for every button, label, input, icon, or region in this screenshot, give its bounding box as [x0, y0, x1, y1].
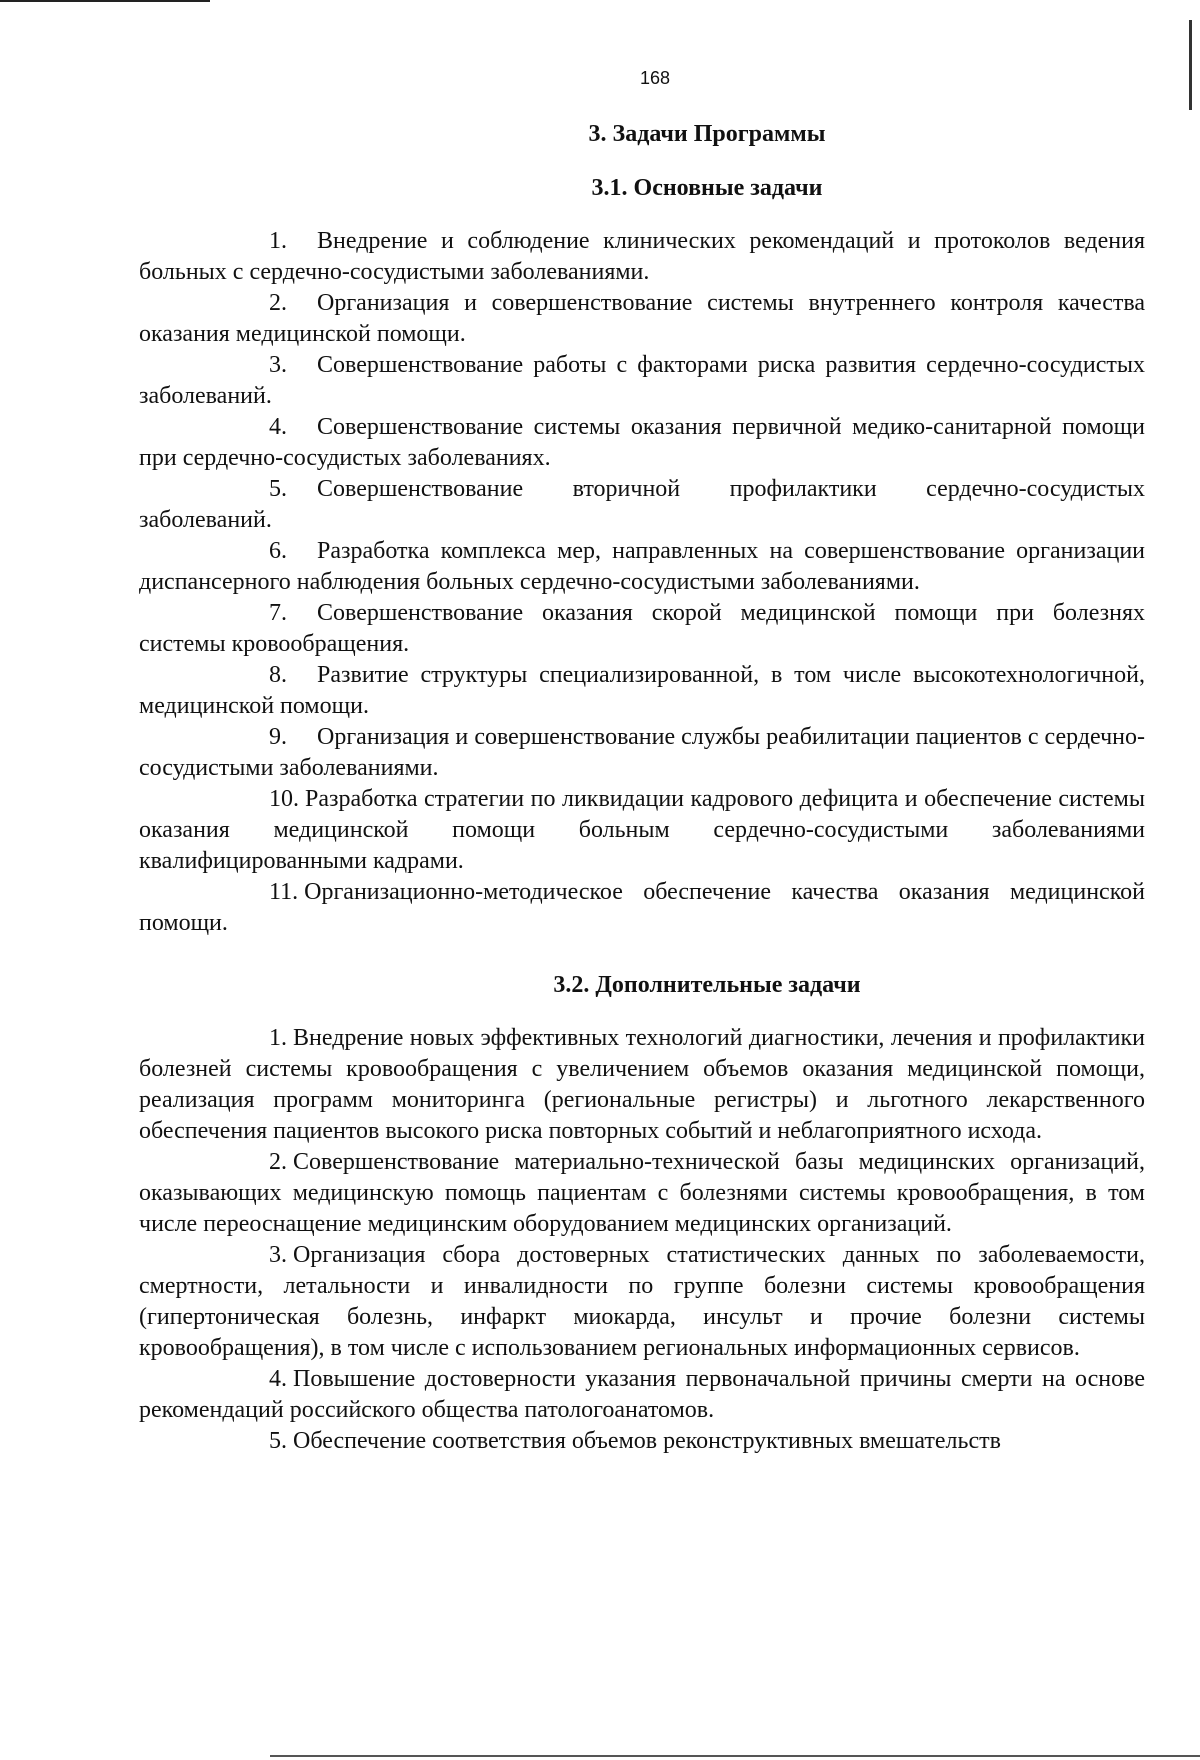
item-number: 10.	[269, 786, 299, 812]
item-text: Совершенствование системы оказания первичной медико-санитарной помощи при сердечно-сосудистых заболеваниях.	[139, 414, 1145, 471]
item-number: 6.	[269, 538, 287, 564]
list-item	[139, 722, 1145, 784]
item-text: Организация сбора достоверных статистических данных по заболеваемости, смертности, летальности и инвалидности по группе болезни системы кровообращения (гипертоническая болезнь, инфаркт миокарда, инсульт и прочие болезни системы кровообращения), в том числе с использованием региональных информационных сервисов.	[139, 1242, 1145, 1361]
item-text: Совершенствование оказания скорой медицинской помощи при болезнях системы кровообращения.	[139, 600, 1145, 657]
top-scan-rule	[0, 0, 210, 2]
list-item	[139, 598, 1145, 660]
item-text: Совершенствование материально-технической базы медицинских организаций, оказывающих медицинскую помощь пациентам с болезнями системы кровообращения, в том числе переоснащение медицинским оборудованием медицинских организаций.	[139, 1149, 1145, 1237]
item-number: 7.	[269, 600, 287, 626]
bottom-scan-rule	[270, 1755, 1200, 1757]
list-item	[139, 536, 1145, 598]
item-text: Развитие структуры специализированной, в том числе высокотехнологичной, медицинской помощи.	[139, 662, 1145, 719]
item-text: Организация и совершенствование службы реабилитации пациентов с сердечно-сосудистыми заболеваниями.	[139, 724, 1145, 781]
document-body	[139, 118, 1145, 1457]
additional-tasks-list	[139, 1023, 1145, 1457]
item-text: Совершенствование работы с факторами риска развития сердечно-сосудистых заболеваний.	[139, 352, 1145, 409]
section-title: 3. Задачи Программы	[588, 121, 826, 147]
list-item	[139, 1426, 1145, 1457]
list-item	[139, 1364, 1145, 1426]
list-item	[139, 784, 1145, 877]
additional-tasks-title: 3.2. Дополнительные задачи	[553, 972, 861, 998]
list-item	[139, 1147, 1145, 1240]
item-number: 5.	[269, 476, 287, 502]
item-text: Разработка комплекса мер, направленных на совершенствование организации диспансерного наблюдения больных сердечно-сосудистыми заболеваниями.	[139, 538, 1145, 595]
item-number: 4.	[269, 414, 287, 440]
list-item	[139, 412, 1145, 474]
item-number: 9.	[269, 724, 287, 750]
item-text: Совершенствование вторичной профилактики сердечно-сосудистых заболеваний.	[139, 476, 1145, 533]
item-text: Обеспечение соответствия объемов реконструктивных вмешательств	[293, 1428, 1001, 1454]
item-text: Повышение достоверности указания первоначальной причины смерти на основе рекомендаций российского общества патологоанатомов.	[139, 1366, 1145, 1423]
item-number: 11.	[269, 879, 299, 905]
item-number: 8.	[269, 662, 287, 688]
page-number: 168	[639, 68, 671, 88]
item-number: 4.	[269, 1366, 287, 1392]
list-item	[139, 1240, 1145, 1364]
item-number: 3.	[269, 352, 287, 378]
list-item	[139, 474, 1145, 536]
item-number: 2.	[269, 1149, 287, 1175]
main-tasks-title: 3.1. Основные задачи	[591, 175, 823, 201]
list-item	[139, 877, 1145, 939]
list-item	[139, 226, 1145, 288]
item-number: 1.	[269, 228, 287, 254]
item-text: Внедрение новых эффективных технологий диагностики, лечения и профилактики болезней системы кровообращения с увеличением объемов оказания медицинской помощи, реализация программ мониторинга (региональные регистры) и льготного лекарственного обеспечения пациентов высокого риска повторных событий и неблагоприятного исхода.	[139, 1025, 1145, 1144]
item-text: Организация и совершенствование системы внутреннего контроля качества оказания медицинской помощи.	[139, 290, 1145, 347]
list-item	[139, 1023, 1145, 1147]
item-number: 1.	[269, 1025, 287, 1051]
right-scan-edge	[1189, 20, 1192, 110]
list-item	[139, 350, 1145, 412]
list-item	[139, 288, 1145, 350]
item-number: 3.	[269, 1242, 287, 1268]
item-text: Организационно-методическое обеспечение качества оказания медицинской помощи.	[139, 879, 1145, 936]
item-number: 5.	[269, 1428, 287, 1454]
item-text: Внедрение и соблюдение клинических рекомендаций и протоколов ведения больных с сердечно-сосудистыми заболеваниями.	[139, 228, 1145, 285]
item-number: 2.	[269, 290, 287, 316]
main-tasks-list	[139, 226, 1145, 939]
item-text: Разработка стратегии по ликвидации кадрового дефицита и обеспечение системы оказания медицинской помощи больным сердечно-сосудистыми заболеваниями квалифицированными кадрами.	[139, 786, 1145, 874]
list-item	[139, 660, 1145, 722]
